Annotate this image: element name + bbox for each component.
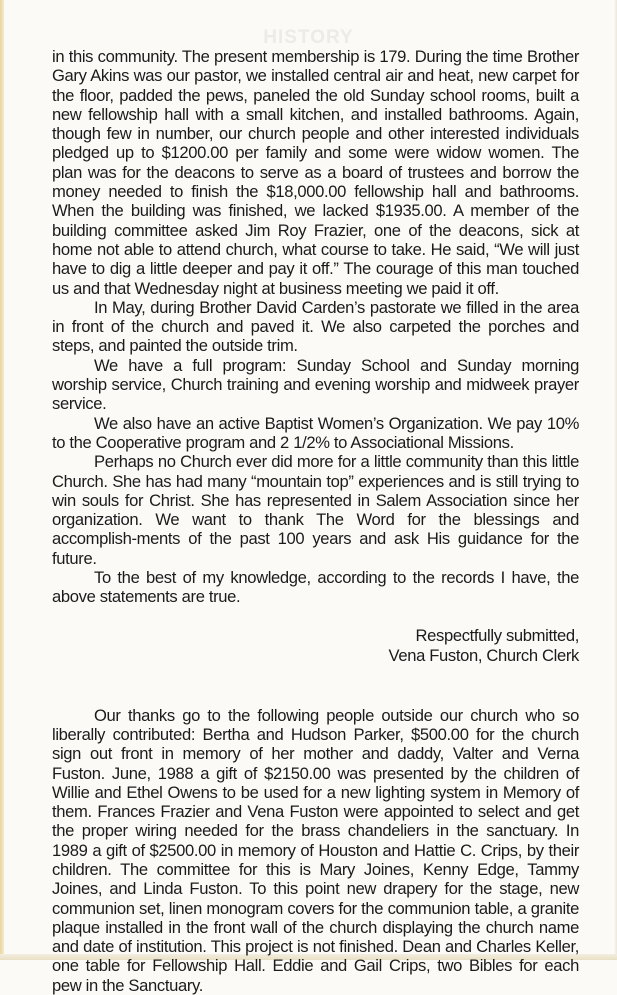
document-body: [52, 47, 579, 995]
signature-name: Vena Fuston, Church Clerk: [388, 645, 579, 665]
signature-closing: Respectfully submitted,: [415, 625, 579, 645]
paragraph-community: Perhaps no Church ever did more for a little community than this little Church. She has had many “mountain top” experiences and is still trying to win souls for Christ. She has represented in Salem Association since her organization. We want to thank The Word for the blessings and accomplish-ments of the past 100 years and ask His guidance for the future.: [52, 452, 579, 568]
paragraph-paving: In May, during Brother David Carden’s pastorate we filled in the area in front of the church and paved it. We also carpeted the porches and steps, and painted the outside trim.: [52, 297, 579, 356]
paragraph-attestation: To the best of my knowledge, according to the records I have, the above statements are true.: [52, 568, 579, 607]
paragraph-thanks: Our thanks go to the following people outside our church who so liberally contributed: Bertha and Hudson Parker, $500.00 for the church sign out front in memory of her mother and daddy, Valter and Verna Fuston. June, 1988 a gift of $2150.00 was presented by the children of Willie and Ethel Owens to be used for a new lighting system in Memory of them. Frances Frazier and Vena Fuston were appointed to select and get the proper wiring needed for the brass chandeliers in the sanctuary. In 1989 a gift of $2500.00 in memory of Houston and Hattie C. Crips, by their children. The committee for this is Mary Joines, Kenny Edge, Tammy Joines, and Linda Fuston. To this point new drapery for the stage, new communion set, linen monogram covers for the communion table, a granite plaque installed in the front wall of the church displaying the church name and date of institution. This project is not finished. Dean and Charles Keller, one table for Fellowship Hall. Eddie and Gail Crips, two Bibles for each pew in the Sanctuary.: [52, 705, 579, 995]
paragraph-membership: in this community. The present membership is 179. During the time Brother Gary Akins was our pastor, we installed central air and heat, new carpet for the floor, padded the pews, paneled the old Sunday school rooms, built a new fellowship hall with a small kitchen, and installed bathrooms. Again, though few in number, our church people and other interested individuals pledged up to $1200.00 per family and some were widow women. The plan was for the deacons to serve as a board of trustees and borrow the money needed to finish the $18,000.00 fellowship hall and bathrooms. When the building was finished, we lacked $1935.00. A member of the building committee asked Jim Roy Frazier, one of the deacons, sick at home not able to attend church, what course to take. He said, “We will just have to dig a little deeper and pay it off.” The courage of this man touched us and that Wednesday night at business meeting we paid it off.: [52, 47, 579, 298]
paragraph-program: We have a full program: Sunday School and Sunday morning worship service, Church training and evening worship and midweek prayer service.: [52, 355, 579, 414]
page-edge-left: [0, 0, 4, 960]
section-gap: [52, 666, 579, 706]
signature-block: [52, 626, 579, 666]
bleed-through-heading: HISTORY: [263, 27, 354, 48]
paragraph-womens-organization: We also have an active Baptist Women’s Organization. We pay 10% to the Cooperative program and 2 1/2% to Associational Missions.: [52, 413, 579, 452]
